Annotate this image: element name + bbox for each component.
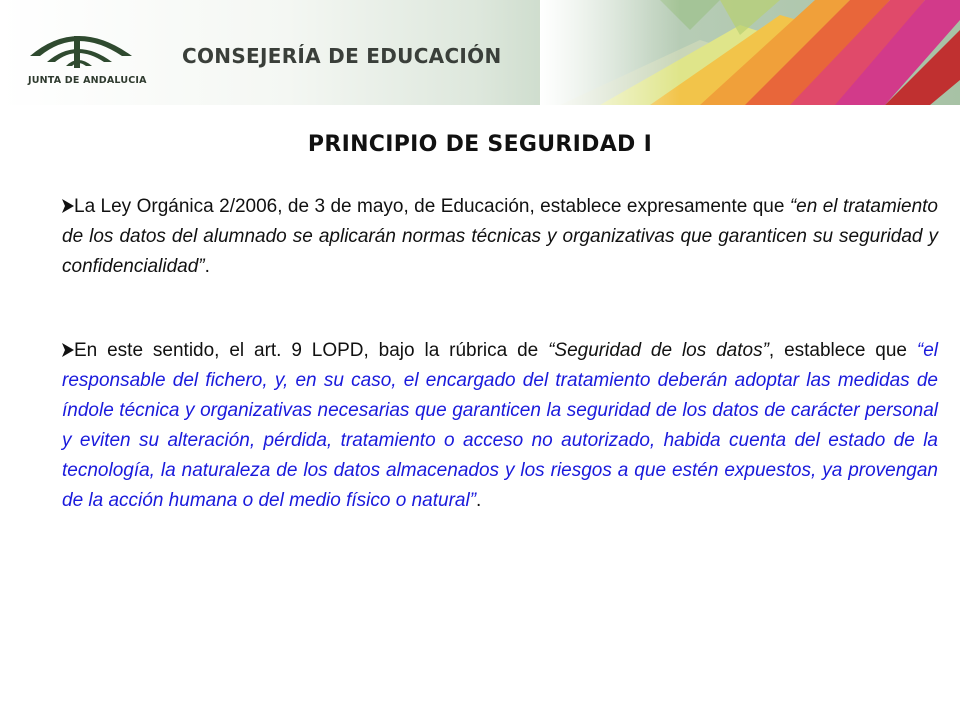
paragraph-1-text: La Ley Orgánica 2/2006, de 3 de mayo, de Educación, establece expresamente que: [74, 196, 790, 217]
paragraph-2: [62, 336, 938, 516]
paragraph-2-text: En este sentido, el art. 9 LOPD, bajo la rúbrica de: [74, 340, 549, 361]
arrowhead-bullet-icon: [62, 199, 74, 213]
header-banner: [0, 0, 960, 105]
org-name: JUNTA DE ANDALUCIA: [28, 75, 147, 86]
paragraph-2-rubric: “Seguridad de los datos”: [548, 340, 769, 361]
paragraph-2-text-2: , establece que: [768, 340, 917, 361]
paragraph-2-end: .: [476, 490, 482, 511]
department-name: CONSEJERÍA DE EDUCACIÓN: [182, 44, 502, 68]
paragraph-1-quote: “en el tratamiento de los datos del alumnado se aplicarán normas técnicas y organizativas que garanticen su seguridad y confidencialidad”: [62, 196, 938, 277]
arrowhead-bullet-icon: [62, 343, 74, 357]
paragraph-1: [62, 192, 938, 282]
page-title: PRINCIPIO DE SEGURIDAD I: [307, 132, 653, 157]
paragraph-2-quote: “el responsable del fichero, y, en su caso, el encargado del tratamiento deberán adoptar las medidas de índole técnica y organizativas necesarias que garanticen la seguridad de los datos de carácter personal y eviten su alteración, pérdida, tratamiento o acceso no autorizado, habida cuenta del estado de la tecnología, la naturaleza de los datos almacenados y los riesgos a que estén expuestos, ya provengan de la acción humana o del medio físico o natural”: [62, 340, 938, 511]
paragraph-1-end: .: [204, 256, 210, 277]
